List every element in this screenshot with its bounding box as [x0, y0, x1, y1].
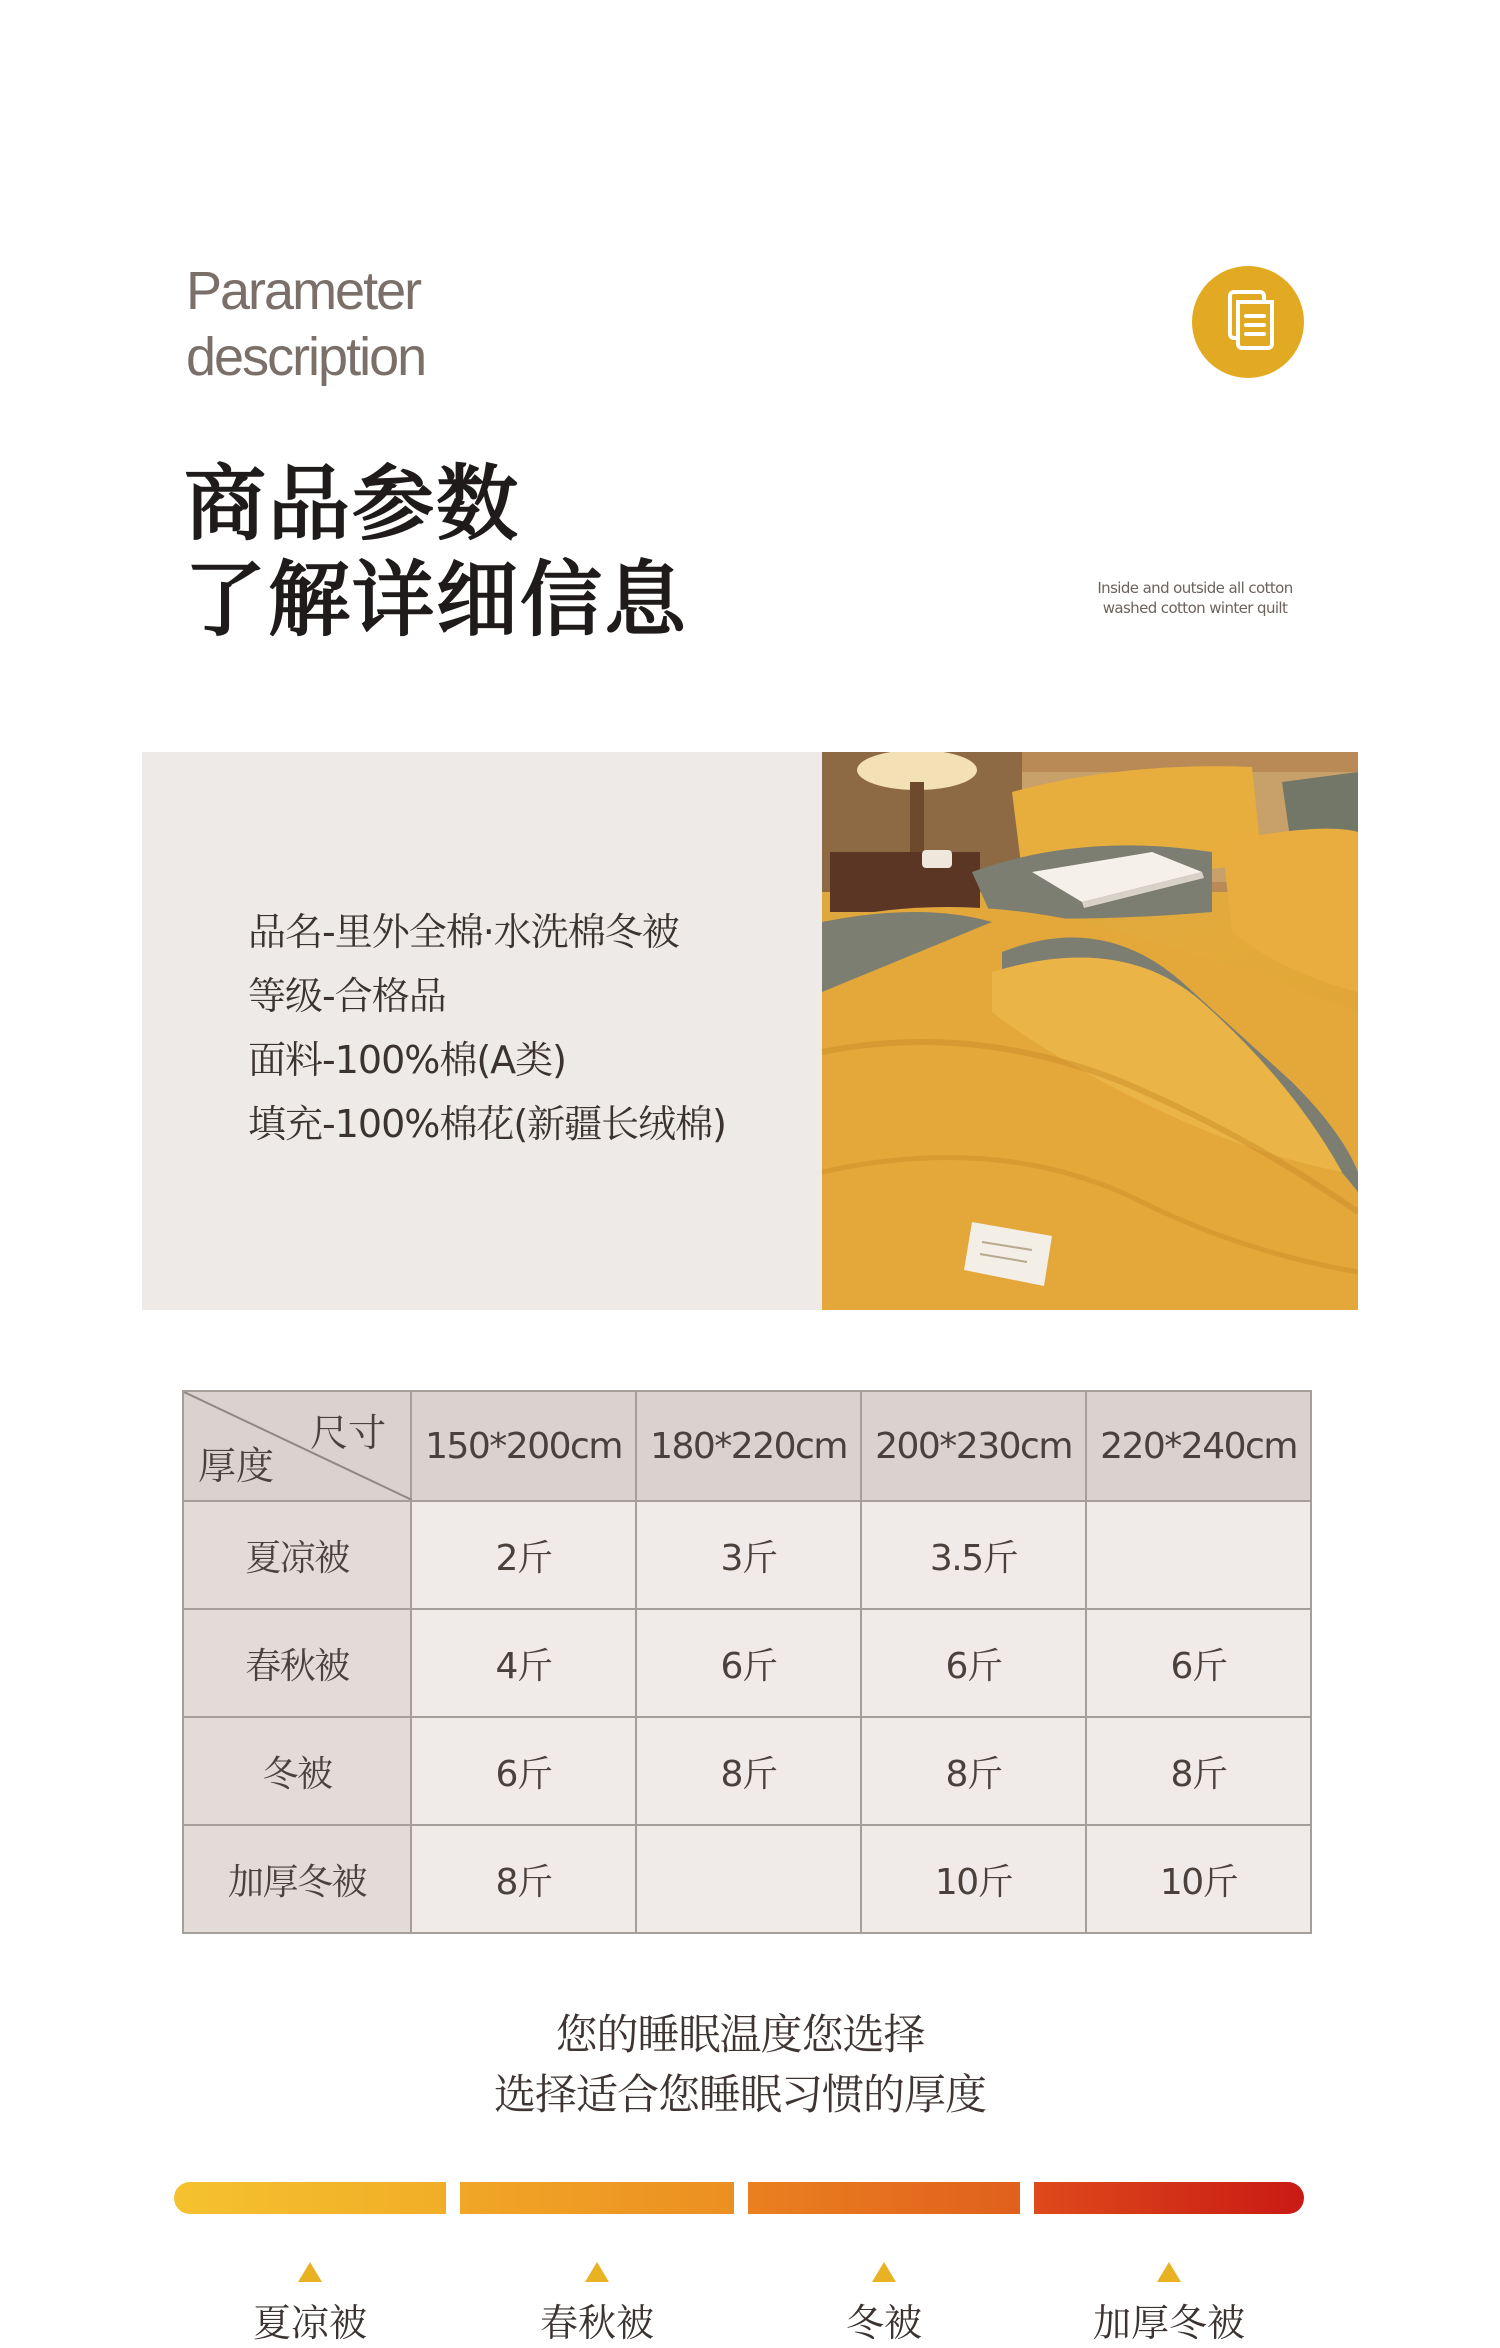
table-cell: 8斤 — [636, 1717, 861, 1825]
scale-label: 春秋被 — [539, 2301, 654, 2345]
table-cell: 10斤 — [1086, 1825, 1311, 1933]
table-cell: 8斤 — [1086, 1717, 1311, 1825]
column-header: 220*240cm — [1086, 1391, 1311, 1501]
row-header: 加厚冬被 — [183, 1825, 411, 1933]
info-line-filling: 填充-100%棉花(新疆长绒棉) — [248, 1102, 727, 1146]
tagline-line2: washed cotton winter quilt — [1102, 599, 1288, 617]
table-cell: 6斤 — [861, 1609, 1086, 1717]
tagline-choose-temperature: 您的睡眠温度您选择 — [555, 2010, 925, 2059]
table-row — [183, 1609, 1311, 1717]
scale-segment-winter — [748, 2182, 1020, 2214]
english-title — [186, 258, 425, 390]
english-title-line2: description — [186, 327, 426, 387]
triangle-marker-icon — [585, 2262, 609, 2282]
table-cell: 3.5斤 — [861, 1501, 1086, 1609]
sleep-temperature-tagline — [0, 2005, 1480, 2125]
product-tagline — [1080, 578, 1310, 618]
document-icon — [1192, 266, 1304, 378]
info-line-grade: 等级-合格品 — [248, 974, 446, 1018]
corner-thickness-label: 厚度 — [198, 1444, 275, 1488]
row-header: 春秋被 — [183, 1609, 411, 1717]
scale-label: 夏凉被 — [252, 2301, 367, 2345]
table-row — [183, 1717, 1311, 1825]
table-header-row — [183, 1391, 1311, 1501]
table-cell: 8斤 — [411, 1825, 636, 1933]
product-info-list — [248, 900, 726, 1156]
row-header: 夏凉被 — [183, 1501, 411, 1609]
table-cell: 3斤 — [636, 1501, 861, 1609]
table-cell: 6斤 — [636, 1609, 861, 1717]
column-header: 200*230cm — [861, 1391, 1086, 1501]
triangle-marker-icon — [298, 2262, 322, 2282]
info-line-name: 品名-里外全棉·水洗棉冬被 — [248, 910, 679, 954]
product-photo — [822, 752, 1358, 1310]
table-cell: 2斤 — [411, 1501, 636, 1609]
scale-segment-thick-winter — [1034, 2182, 1304, 2214]
column-header: 150*200cm — [411, 1391, 636, 1501]
tagline-choose-thickness: 选择适合您睡眠习惯的厚度 — [493, 2070, 986, 2119]
triangle-marker-icon — [872, 2262, 896, 2282]
table-cell: 8斤 — [861, 1717, 1086, 1825]
scale-segment-spring-autumn — [460, 2182, 734, 2214]
table-cell: 4斤 — [411, 1609, 636, 1717]
triangle-marker-icon — [1157, 2262, 1181, 2282]
scale-label: 加厚冬被 — [1092, 2301, 1245, 2345]
chinese-title-line2: 了解详细信息 — [184, 552, 689, 648]
table-cell: 6斤 — [411, 1717, 636, 1825]
row-header: 冬被 — [183, 1717, 411, 1825]
table-cell — [636, 1825, 861, 1933]
table-row — [183, 1825, 1311, 1933]
scale-label: 冬被 — [845, 2301, 922, 2345]
scale-segment-summer — [174, 2182, 446, 2214]
tagline-line1: Inside and outside all cotton — [1097, 579, 1293, 597]
table-cell: 10斤 — [861, 1825, 1086, 1933]
corner-size-label: 尺寸 — [309, 1411, 386, 1455]
column-header: 180*220cm — [636, 1391, 861, 1501]
parameter-table — [182, 1390, 1310, 1942]
table-cell — [1086, 1501, 1311, 1609]
info-line-fabric: 面料-100%棉(A类) — [248, 1038, 566, 1082]
chinese-title — [184, 456, 688, 648]
size-weight-table — [182, 1390, 1312, 1934]
table-row — [183, 1501, 1311, 1609]
table-cell: 6斤 — [1086, 1609, 1311, 1717]
chinese-title-line1: 商品参数 — [184, 456, 521, 552]
english-title-line1: Parameter — [186, 261, 421, 321]
table-corner-cell — [183, 1391, 411, 1501]
